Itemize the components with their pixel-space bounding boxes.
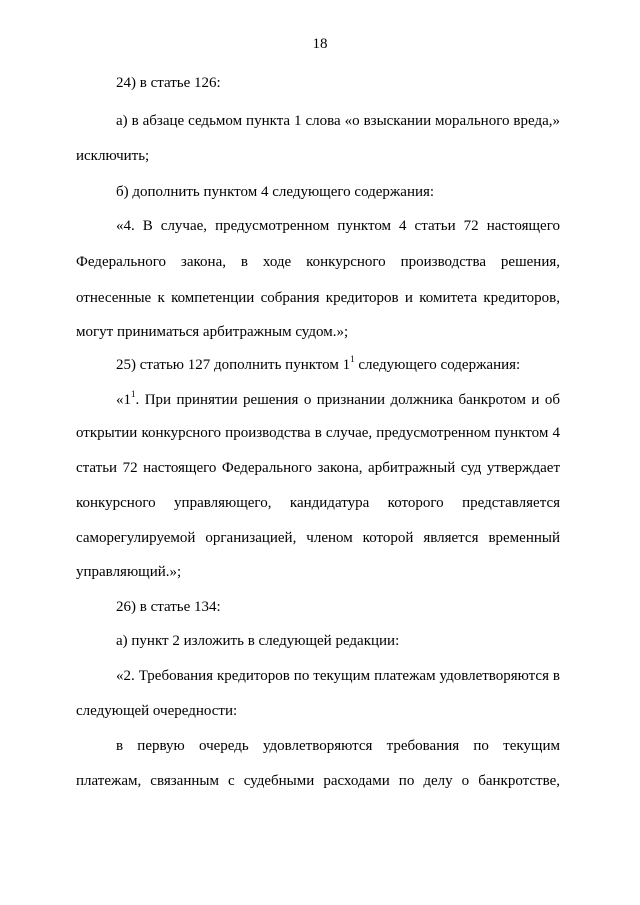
paragraph-line-15: управляющий.»;	[76, 564, 182, 580]
paragraph-line-21: платежам, связанным с судебными расходами по делу о банкротстве,	[76, 773, 560, 789]
superscript-marker: 1	[350, 354, 355, 364]
paragraph-line-5: «4. В случае, предусмотренном пунктом 4 статьи 72 настоящего	[116, 218, 560, 234]
paragraph-line-20: в первую очередь удовлетворяются требования по текущим	[116, 738, 560, 754]
paragraph-line-8: могут приниматься арбитражным судом.»;	[76, 324, 349, 340]
superscript-marker: 1	[131, 389, 136, 399]
paragraph-line-16: 26) в статье 134:	[116, 599, 221, 615]
line-10-text-a: «1	[116, 392, 131, 408]
paragraph-line-10	[116, 391, 560, 409]
paragraph-line-12: статьи 72 настоящего Федерального закона, арбитражный суд утверждает	[76, 460, 560, 476]
paragraph-line-18: «2. Требования кредиторов по текущим платежам удовлетворяются в	[116, 668, 560, 684]
page-number: 18	[312, 36, 328, 52]
paragraph-line-4: б) дополнить пунктом 4 следующего содержания:	[116, 184, 435, 200]
paragraph-line-13: конкурсного управляющего, кандидатура которого представляется	[76, 495, 560, 511]
paragraph-line-9	[116, 356, 520, 374]
paragraph-line-19: следующей очередности:	[76, 703, 238, 719]
paragraph-line-14: саморегулируемой организацией, членом которой является временный	[76, 530, 560, 546]
paragraph-line-11: открытии конкурсного производства в случае, предусмотренном пунктом 4	[76, 425, 560, 441]
paragraph-line-2: а) в абзаце седьмом пункта 1 слова «о взыскании морального вреда,»	[116, 113, 560, 129]
line-9-text-b: следующего содержания:	[354, 357, 521, 373]
paragraph-line-7: отнесенные к компетенции собрания кредиторов и комитета кредиторов,	[76, 290, 560, 306]
paragraph-line-3: исключить;	[76, 148, 150, 164]
line-10-text-b: . При принятии решения о признании должника банкротом и об	[135, 392, 560, 408]
paragraph-line-17: а) пункт 2 изложить в следующей редакции:	[116, 633, 400, 649]
paragraph-line-1: 24) в статье 126:	[116, 75, 221, 91]
line-9-text-a: 25) статью 127 дополнить пунктом 1	[116, 357, 351, 373]
paragraph-line-6: Федерального закона, в ходе конкурсного производства решения,	[76, 254, 560, 270]
